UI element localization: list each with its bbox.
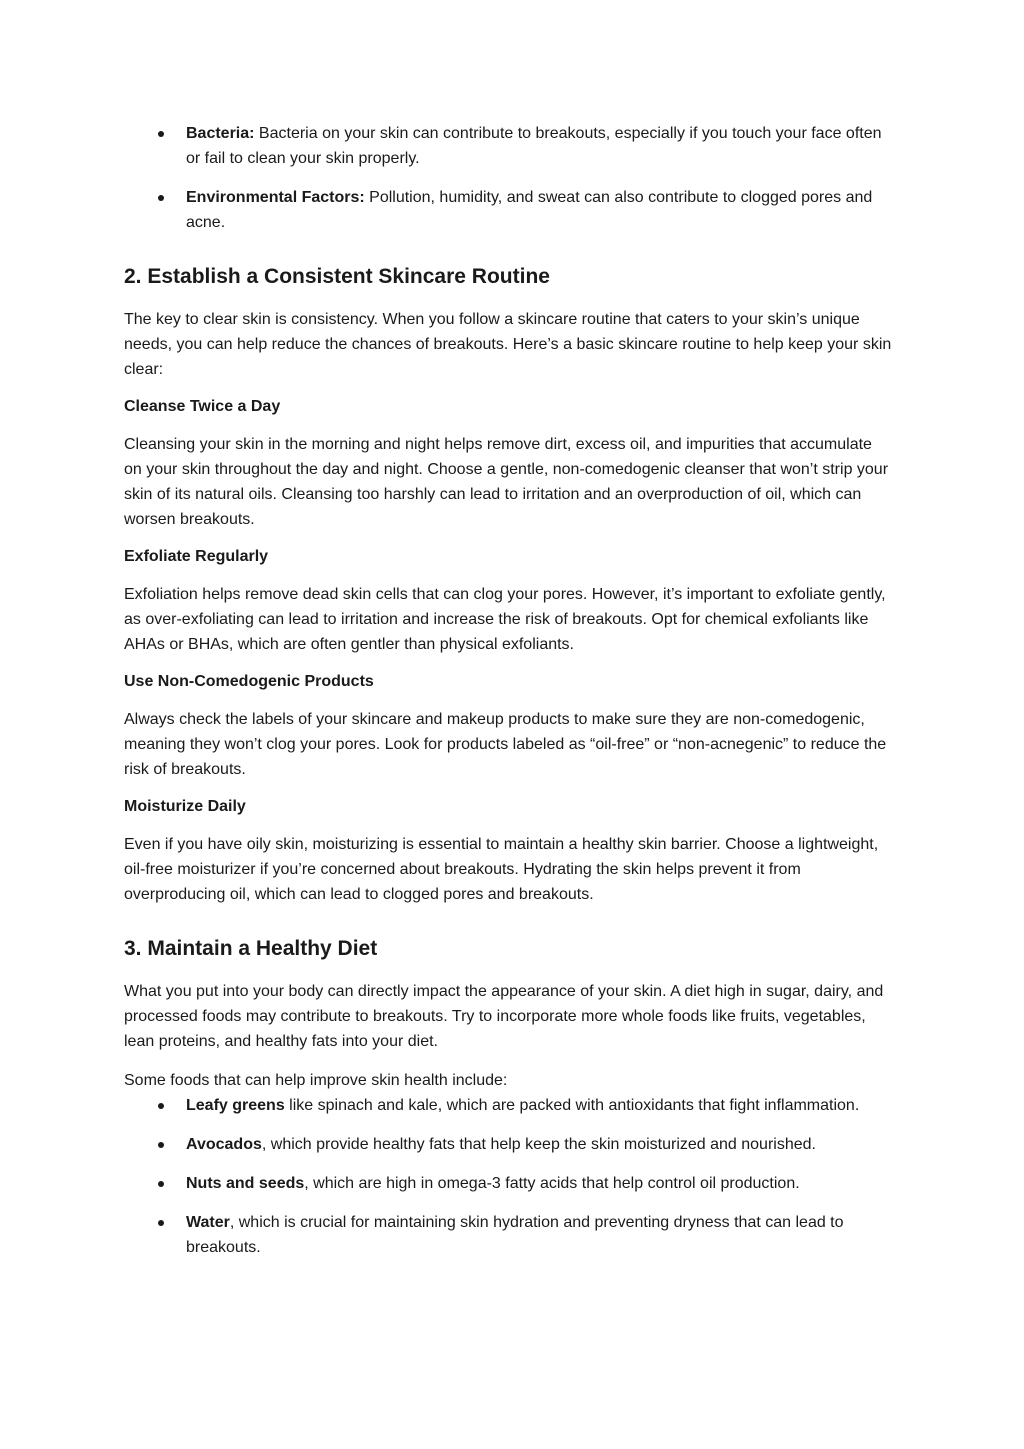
list-item-text: like spinach and kale, which are packed with antioxidants that fight inflammation. (284, 1097, 860, 1114)
list-item (124, 1210, 894, 1260)
list-item (124, 121, 894, 171)
document-content (124, 121, 894, 1260)
list-item-text: , which are high in omega-3 fatty acids that help control oil production. (304, 1175, 800, 1192)
list-item-term: Environmental Factors: (186, 189, 365, 206)
subsection-heading: Exfoliate Regularly (124, 548, 269, 565)
subsection-body: Always check the labels of your skincare and makeup products to make sure they are non-comedogenic, meaning they won’t clog your pores. Look for products labeled as “oil-free” or “non-acnegenic” to reduce the risk of breakouts. (124, 711, 887, 778)
section-intro: The key to clear skin is consistency. When you follow a skincare routine that caters to your skin’s unique needs, you can help reduce the chances of breakouts. Here’s a basic skincare routine to help keep your skin clear: (124, 311, 892, 378)
list-item-text: , which is crucial for maintaining skin hydration and preventing dryness that can lead to breakouts. (186, 1214, 844, 1256)
list-item-text: Bacteria on your skin can contribute to breakouts, especially if you touch your face often or fail to clean your skin properly. (186, 125, 882, 167)
section-heading: 3. Maintain a Healthy Diet (124, 937, 378, 960)
list-item (124, 185, 894, 235)
section-intro: What you put into your body can directly impact the appearance of your skin. A diet high in sugar, dairy, and processed foods may contribute to breakouts. Try to incorporate more whole foods like fruits, vegetables, lean proteins, and healthy fats into your diet. (124, 983, 884, 1050)
section-heading: 2. Establish a Consistent Skincare Routine (124, 265, 550, 288)
list-item-term: Nuts and seeds (186, 1175, 305, 1192)
subsection-heading: Cleanse Twice a Day (124, 398, 281, 415)
list-item-term: Water (186, 1214, 230, 1231)
causes-list (124, 121, 894, 235)
list-item-text: , which provide healthy fats that help keep the skin moisturized and nourished. (261, 1136, 816, 1153)
list-item-term: Leafy greens (186, 1097, 285, 1114)
subsection-heading: Moisturize Daily (124, 798, 246, 815)
subsection-heading: Use Non-Comedogenic Products (124, 673, 374, 690)
section-lead: Some foods that can help improve skin health include: (124, 1072, 508, 1089)
list-item-term: Avocados (186, 1136, 262, 1153)
foods-list (124, 1093, 894, 1260)
subsection-body: Even if you have oily skin, moisturizing is essential to maintain a healthy skin barrier. Choose a lightweight, oil-free moisturizer if you’re concerned about breakouts. Hydrating the skin helps prevent it from overproducing oil, which can lead to clogged pores and breakouts. (124, 836, 879, 903)
subsection-body: Cleansing your skin in the morning and night helps remove dirt, excess oil, and impurities that accumulate on your skin throughout the day and night. Choose a gentle, non-comedogenic cleanser that won’t strip your skin of its natural oils. Cleansing too harshly can lead to irritation and an overproduction of oil, which can worsen breakouts. (124, 436, 889, 528)
list-item-term: Bacteria: (186, 125, 255, 142)
list-item (124, 1132, 894, 1157)
list-item (124, 1171, 894, 1196)
list-item (124, 1093, 894, 1118)
subsection-body: Exfoliation helps remove dead skin cells that can clog your pores. However, it’s important to exfoliate gently, as over-exfoliating can lead to irritation and increase the risk of breakouts. Opt for chemical exfoliants like AHAs or BHAs, which are often gentler than physical exfoliants. (124, 586, 886, 653)
list-item-text: Pollution, humidity, and sweat can also contribute to clogged pores and acne. (186, 189, 873, 231)
